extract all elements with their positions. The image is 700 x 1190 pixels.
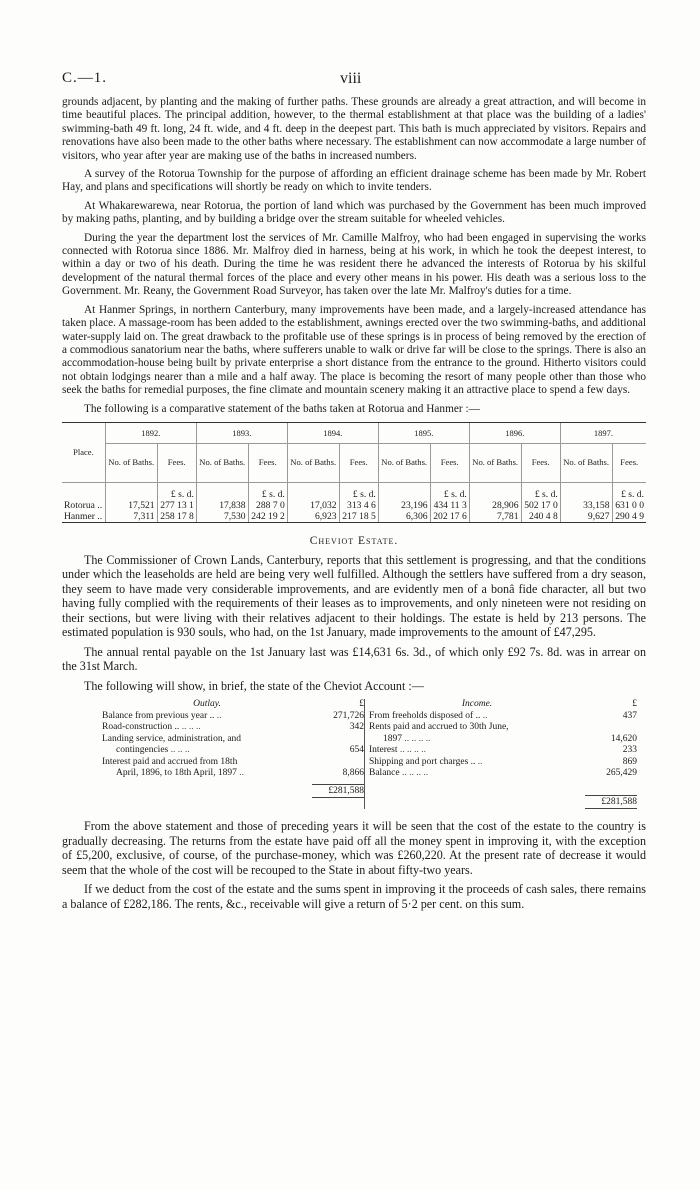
currency-row [62,482,646,500]
item-dots: .. .. .. .. [399,745,426,756]
table-cell: 242 19 2 [248,511,287,523]
item-label: Balance from previous year .. [102,710,215,721]
place-name: Hanmer .. [62,511,105,523]
outlay-title: Outlay. [193,699,221,710]
table-cell: 313 4 6 [339,500,378,511]
baths-table [62,422,646,523]
item-amount: 8,866 [342,768,364,779]
table-cell: 502 17 0 [521,500,560,511]
list-item [102,722,364,734]
item-amount: 869 [622,756,637,767]
currency-label: £ [359,699,364,710]
table-cell: 7,781 [469,511,521,523]
table-cell: 290 4 9 [612,511,646,523]
table-cell: 23,196 [378,500,430,511]
item-label: Interest [369,745,398,756]
table-cell: 7,311 [105,511,157,523]
outlay-total: £281,588 [312,784,364,799]
paragraph: During the year the department lost the services of Mr. Camille Malfroy, who had been engaged in supervising the works connected with Rotorua since 1886. Mr. Malfroy died in harness, being at his work, in which he took the deepest interest, to within a day or two of his death. During the time he was resident there he advanced the interests of Rotorua by his skilful development of the natural thermal forces of the place and every other means in his power. His death was a serious loss to the Government. Mr. Reany, the Government Road Surveyor, has taken over the late Mr. Malfroy's duties for a time. [62,231,646,298]
item-dots: .. .. .. .. [404,733,431,744]
table-cell: 17,521 [105,500,157,511]
item-amount: 342 [349,722,364,733]
table-cell: 434 11 3 [430,500,469,511]
table-cell: 9,627 [560,511,612,523]
item-amount [312,757,364,769]
series-label: C.—1. [62,70,108,86]
page-header [62,70,646,96]
col-fees: Fees. [521,443,560,482]
table-cell: 240 4 8 [521,511,560,523]
col-fees: Fees. [248,443,287,482]
year-header: 1894. [287,422,378,443]
item-label: Road-construction .. [102,722,180,733]
year-header: 1895. [378,422,469,443]
place-header: Place. [62,422,105,482]
paragraph: grounds adjacent, by planting and the making of further paths. These grounds are already a great attraction, and will become in time beautiful places. The principal addition, however, to the thermal establishment at that place was the building of a ladies' swimming-bath 49 ft. long, 24 ft. wide, and 4 ft. deep in the deepest part. This bath is much appreciated by visitors. Repairs and renovations have also been made to the other baths where necessary. The establishment can now accommodate a large number of visitors, who year after year are making use of the baths in increased numbers. [62,96,646,162]
item-amount: 271,726 [333,710,364,721]
item-label: 1897 [383,733,402,744]
paragraph: The annual rental payable on the 1st January last was £14,631 6s. 3d., of which only £92 7s. 8d. was in arrear on the 31st March. [62,644,646,674]
paragraph: The following is a comparative statement of the baths taken at Rotorua and Hanmer :— [84,402,480,415]
col-fees: Fees. [612,443,646,482]
col-no-baths: No. of Baths. [105,443,157,482]
list-item [369,757,637,769]
col-fees: Fees. [339,443,378,482]
list-item [102,768,364,780]
income-column [364,699,637,809]
list-item [369,711,637,723]
item-amount: 14,620 [610,733,637,744]
list-item [102,711,364,723]
table-cell: 631 0 0 [612,500,646,511]
item-amount: 265,429 [606,768,637,779]
paragraph: The following will show, in brief, the state of the Cheviot Account :— [84,678,424,693]
year-header: 1892. [105,422,196,443]
col-fees: Fees. [157,443,196,482]
document-page [62,70,646,916]
currency-label: £ s. d. [612,482,646,500]
currency-label: £ s. d. [248,482,287,500]
col-no-baths: No. of Baths. [287,443,339,482]
table-cell: 217 18 5 [339,511,378,523]
item-label: contingencies [116,745,169,756]
year-header: 1897. [560,422,646,443]
item-label: Interest paid and accrued from 18th [102,756,238,767]
table-cell: 6,306 [378,511,430,523]
list-item [102,757,364,769]
item-label: Balance [369,768,400,779]
item-dots: .. [239,768,244,779]
table-year-row [62,422,646,443]
list-item [102,745,364,757]
paragraph: From the above statement and those of preceding years it will be seen that the cost of the estate to the country is gradually decreasing. The returns from the estate have paid off all the money spent in improving it, with the exception of £5,200, exclusive, of course, of the purchase-money, which was £260,220. At the present rate of decrease it would seem that the whole of the cost will be recouped to the State in about fifty-two years. [62,819,646,877]
income-total-row [369,795,637,810]
table-row [62,511,646,523]
item-label: Landing service, administration, and [102,733,242,744]
list-item [369,722,637,734]
item-dots: .. .. .. [170,745,190,756]
income-total: £281,588 [585,795,637,810]
item-dots: .. [216,710,222,721]
item-label: April, 1896, to 18th April, 1897 [116,768,237,779]
table-cell: 288 7 0 [248,500,287,511]
list-item [369,768,637,780]
item-label: From freeholds disposed of .. [369,710,481,721]
item-amount [585,722,637,734]
table-cell: 17,838 [196,500,248,511]
currency-label: £ s. d. [339,482,378,500]
list-item [369,734,637,746]
year-header: 1896. [469,422,560,443]
currency-label: £ s. d. [521,482,560,500]
col-no-baths: No. of Baths. [196,443,248,482]
paragraph: At Whakarewarewa, near Rotorua, the portion of land which was purchased by the Government has been much improved by making paths, planting, and by building a bridge over the stream suitable for wheeled vehicles. [62,199,646,226]
col-no-baths: No. of Baths. [378,443,430,482]
item-dots: .. [482,710,488,721]
currency-label: £ s. d. [157,482,196,500]
item-label: Rents paid and accrued to 30th June, [369,722,509,733]
table-cell: 202 17 6 [430,511,469,523]
table-cell: 33,158 [560,500,612,511]
outlay-heading [102,699,364,711]
item-amount [312,734,364,746]
item-label: Shipping and port charges .. [369,756,476,767]
table-subheader-row [62,443,646,482]
table-cell: 28,906 [469,500,521,511]
table-cell: 7,530 [196,511,248,523]
paragraph: A survey of the Rotorua Township for the purpose of affording an efficient drainage scheme has been made by Mr. Robert Hay, and plans and specifications will shortly be ready on which to invite tenders. [62,168,646,194]
table-row [62,500,646,511]
currency-label: £ [632,699,637,710]
page-number: viii [340,70,362,87]
outlay-total-row [102,784,364,799]
list-item [102,734,364,746]
col-no-baths: No. of Baths. [469,443,521,482]
table-cell: 6,923 [287,511,339,523]
item-amount: 437 [622,710,637,721]
section-title: Cheviot Estate. [309,534,399,547]
table-cell: 258 17 8 [157,511,196,523]
list-item [369,745,637,757]
item-amount: 654 [349,745,364,756]
item-amount: 233 [622,745,637,756]
col-no-baths: No. of Baths. [560,443,612,482]
table-cell: 277 13 1 [157,500,196,511]
item-dots: .. .. .. [181,722,201,733]
paragraph: The Commissioner of Crown Lands, Canterbury, reports that this settlement is progressing, and that the conditions under which the leaseholds are held are being very well fulfilled. Although the settlers have suffered from a dry season, they seem to have made very considerable improvements, and are evidently men of a bonâ fide character, all but two having fully complied with the requirements of their leases as to improvements, and only nineteen were not residing on their sections, but were living with their relatives adjacent to their holdings. The estate is held by 213 persons. The estimated population is 930 souls, who had, on the 1st January, made improvements to the amount of £47,295. [62,552,646,640]
income-title: Income. [461,699,493,710]
place-name: Rotorua .. [64,499,103,511]
outlay-column [102,699,364,809]
col-fees: Fees. [430,443,469,482]
income-heading [369,699,637,711]
paragraph: If we deduct from the cost of the estate and the sums spent in improving it the proceeds of cash sales, there remains a balance of £282,186. The rents, &c., receivable will give a return of 5·2 per cent. on this sum. [62,882,646,911]
item-dots: .. .. .. .. [401,768,429,779]
cheviot-account [102,699,662,809]
paragraph: At Hanmer Springs, in northern Canterbury, many improvements have been made, and a largely-increased attendance has taken place. A massage-room has been added to the establishment, awnings erected over the two swimming-baths, and additional water-supply laid on. The great drawback to the profitable use of these springs is in process of being removed by the erection of a commodious sanatorium near the baths, where sufferers unable to walk or drive far will be close to the springs. There is also an accommodation-house being built by private enterprise a short distance from the entrance to the ground. Hitherto visitors could not obtain lodgings nearer than a mile and a half away. The place is becoming the resort of many people other than those who seek the baths for remedial purposes, the fine climate and mountain scenery making it an attractive place to spend a few days. [62,303,646,397]
item-dots: .. [477,756,483,767]
year-header: 1893. [196,422,287,443]
table-cell: 17,032 [287,500,339,511]
currency-label: £ s. d. [430,482,469,500]
